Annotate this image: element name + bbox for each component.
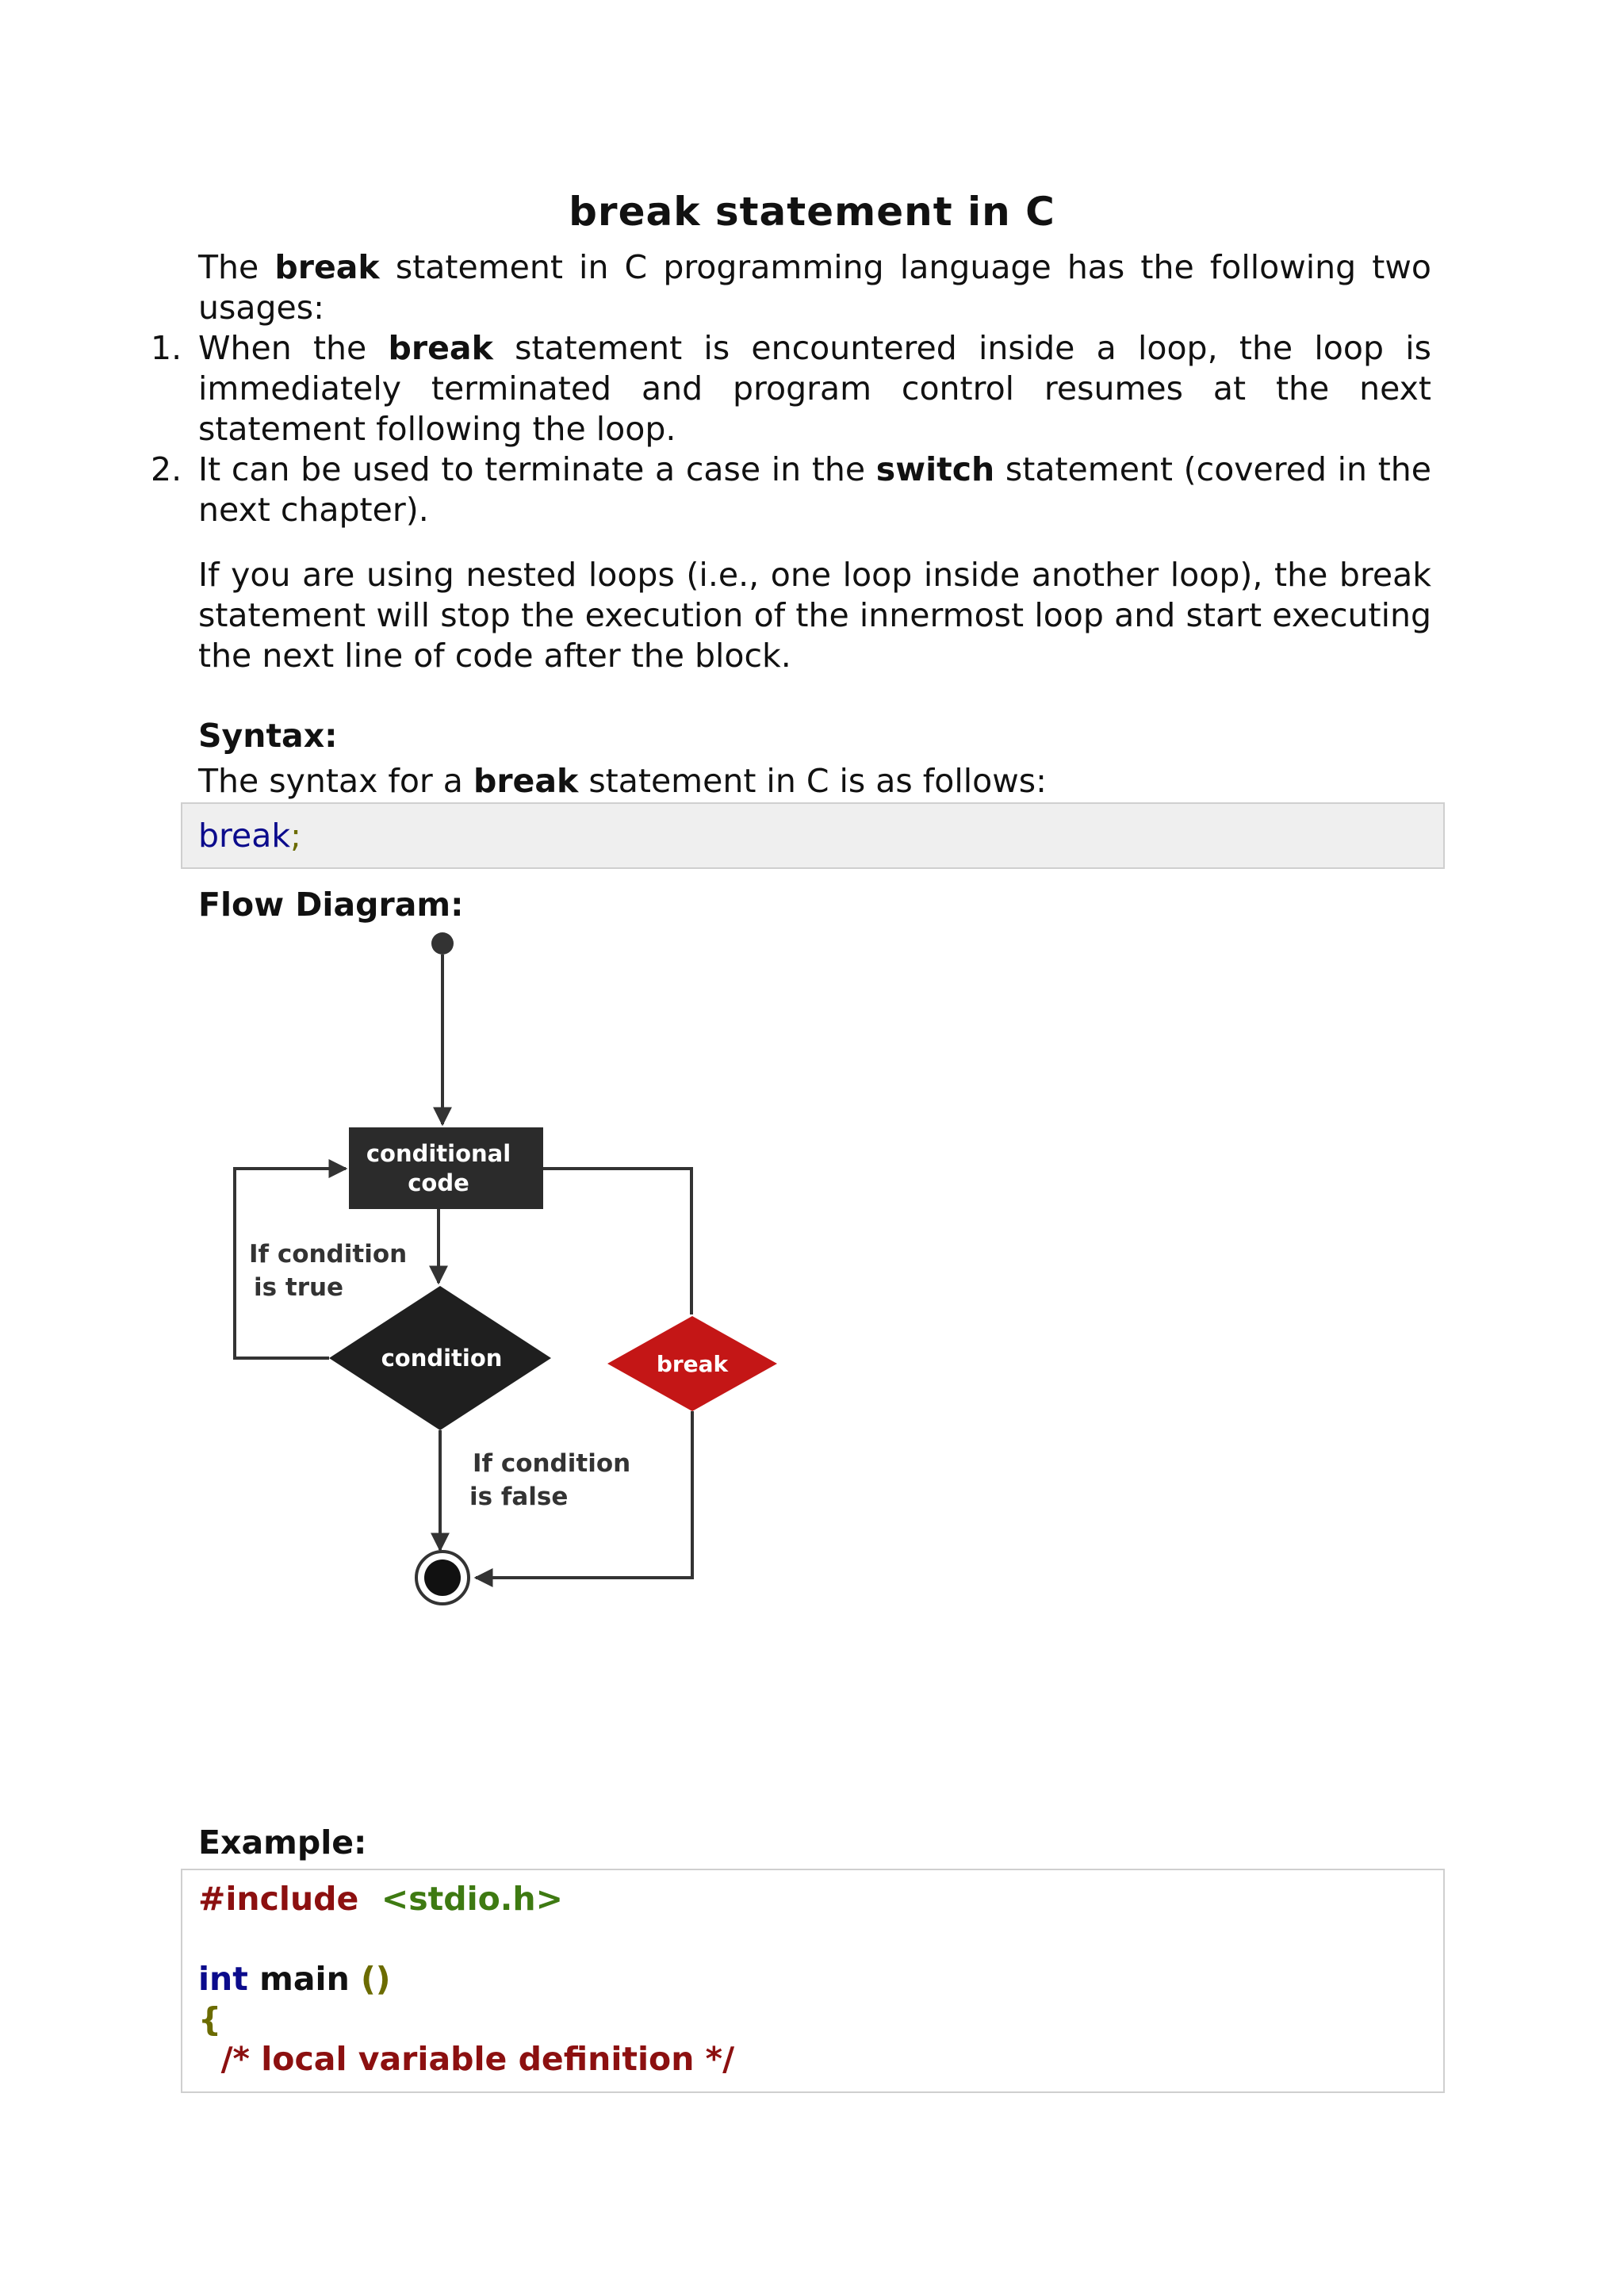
code-line-brace: { — [198, 2000, 222, 2038]
example-heading: Example: — [198, 1823, 367, 1862]
code-line-main: int main () — [198, 1960, 391, 1998]
syntax-code-block: break; — [181, 802, 1445, 869]
break-label: break — [656, 1351, 729, 1377]
true-label-line2: is true — [254, 1273, 344, 1302]
condition-label: condition — [381, 1345, 503, 1372]
syntax-heading: Syntax: — [198, 717, 338, 755]
list-item: 2. It can be used to terminate a case in the switch statement (covered in the next chapter). — [151, 450, 1431, 529]
box-label-line1: conditional — [366, 1140, 511, 1167]
code-break-keyword: break — [198, 817, 291, 855]
box-label-line2: code — [408, 1169, 469, 1196]
false-label-line2: is false — [469, 1483, 569, 1511]
start-node — [431, 932, 454, 955]
end-node-dot — [424, 1559, 461, 1596]
true-label-line1: If condition — [249, 1240, 408, 1269]
break-keyword: break — [274, 248, 380, 286]
code-line-comment: /* local variable definition */ — [220, 2040, 735, 2078]
nested-loops-paragraph: If you are using nested loops (i.e., one loop inside another loop), the break statement will stop the execution of the innermost loop and start executing the next line of code after the block. — [198, 556, 1431, 675]
syntax-paragraph: The syntax for a break statement in C is as follows: — [198, 762, 1047, 800]
example-code-block — [181, 1869, 1445, 2093]
intro-paragraph: The break statement in C programming language has the following two usages: — [198, 248, 1431, 327]
flow-diagram-heading: Flow Diagram: — [198, 886, 464, 924]
page-title: break statement in C — [569, 189, 1055, 235]
code-line-include: #include <stdio.h> — [198, 1880, 563, 1918]
list-item: 1. When the break statement is encountered inside a loop, the loop is immediately terminated and program control resumes at the next statement following the loop. — [151, 329, 1431, 448]
box-to-break-line — [543, 1169, 691, 1314]
false-label-line1: If condition — [473, 1449, 631, 1478]
